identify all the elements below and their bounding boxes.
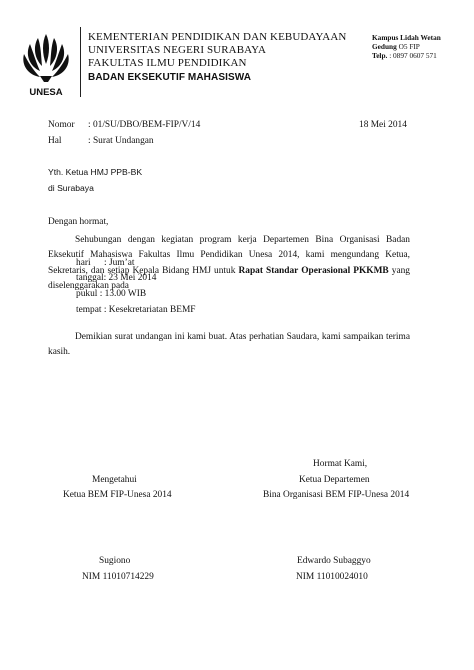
left-signer-name: Sugiono	[99, 556, 131, 566]
body-paragraph-2	[48, 330, 410, 361]
p1-bold: Rapat Standar Operasional PKKMB	[238, 265, 389, 276]
hari-label: hari	[76, 258, 91, 268]
pukul-row	[76, 288, 146, 300]
tanggal-value: : 23 Mei 2014	[103, 273, 157, 283]
body-paragraph-1	[48, 233, 410, 295]
pukul-value: : 13.00 WIB	[99, 289, 147, 299]
p1-text: Sehubungan dengan kegiatan program kerja Departemen Bina Organisasi Badan Eksekutif Mahasiswa Fakultas Ilmu Pendidikan Unesa 2014, kami mengundang Ketua, Sekretaris, dan setiap Kepala Bidang HMJ untuk	[48, 235, 410, 276]
letter-date: 18 Mei 2014	[359, 120, 407, 130]
tempat-label: tempat	[76, 305, 102, 315]
phone-value: : 0897 0607 571	[389, 51, 437, 60]
building-value: O5 FIP	[398, 42, 420, 51]
hal-value: : Surat Undangan	[88, 136, 154, 146]
left-signer-nim: NIM 11010714229	[82, 572, 154, 582]
pukul-label: pukul	[76, 289, 98, 299]
campus-building	[372, 42, 420, 51]
tanggal-row	[76, 272, 156, 284]
building-label: Gedung	[372, 42, 397, 51]
nomor-value: : 01/SU/DBO/BEM-FIP/V/14	[88, 120, 201, 130]
closing: Hormat Kami,	[313, 459, 368, 469]
right-heading: Ketua Departemen	[299, 475, 370, 485]
right-signer-nim: NIM 11010024010	[296, 572, 368, 582]
hal-label: Hal	[48, 136, 62, 146]
nomor-label: Nomor	[48, 120, 75, 130]
university-name: UNIVERSITAS NEGERI SURABAYA	[88, 44, 267, 56]
recipient-line2: di Surabaya	[48, 183, 94, 193]
unesa-logo	[20, 30, 72, 102]
left-title: Ketua BEM FIP-Unesa 2014	[63, 490, 172, 500]
hari-value: : Jum’at	[104, 258, 135, 268]
left-heading: Mengetahui	[92, 475, 137, 485]
campus-phone	[372, 51, 437, 60]
right-signer-name: Edwardo Subaggyo	[297, 556, 371, 566]
p2-text: Demikian surat undangan ini kami buat. Atas perhatian Saudara, kami sampaikan terima kasih.	[48, 332, 410, 358]
right-title: Bina Organisasi BEM FIP-Unesa 2014	[263, 490, 410, 500]
tempat-value: : Kesekretariatan BEMF	[103, 305, 196, 315]
organization-name: BADAN EKSEKUTIF MAHASISWA	[88, 72, 252, 83]
phone-label: Telp.	[372, 51, 388, 60]
faculty-name: FAKULTAS ILMU PENDIDIKAN	[88, 57, 247, 69]
header-divider	[80, 27, 81, 97]
tanggal-label: tanggal	[76, 273, 104, 283]
recipient-line1: Yth. Ketua HMJ PPB-BK	[48, 167, 143, 177]
tempat-row	[76, 304, 196, 316]
logo-text: UNESA	[29, 87, 63, 98]
p1-text-end: yang diselenggarakan pada	[48, 265, 410, 292]
ministry-name: KEMENTERIAN PENDIDIKAN DAN KEBUDAYAAN	[88, 31, 347, 43]
campus-name: Kampus Lidah Wetan	[372, 33, 441, 42]
salutation: Dengan hormat,	[48, 217, 109, 227]
